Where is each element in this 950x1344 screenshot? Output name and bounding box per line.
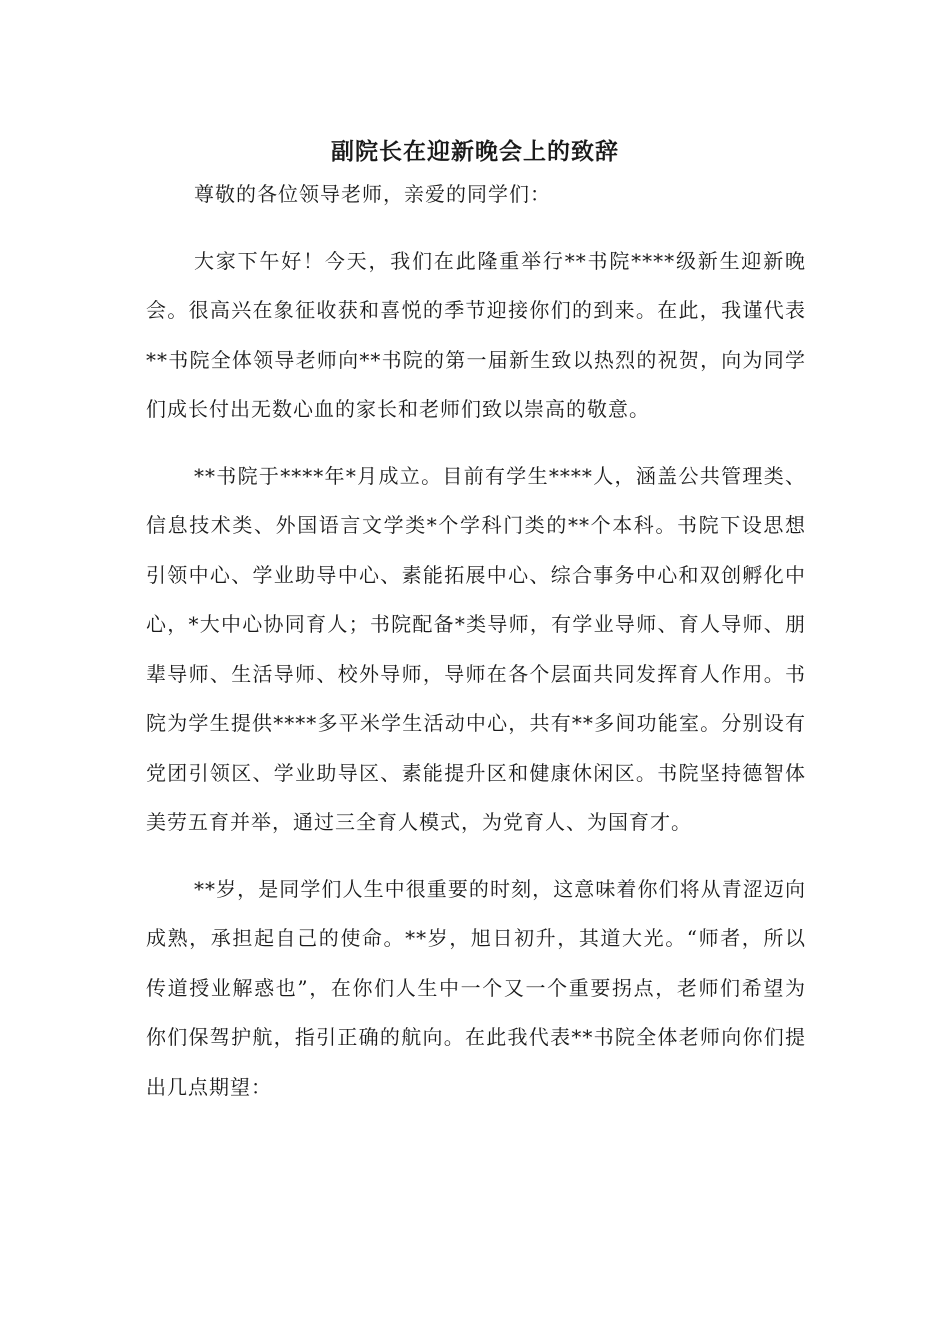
paragraph-college-intro: **书院于****年*月成立。目前有学生****人，涵盖公共管理类、信息技术类、外国语言文学类*个学科门类的**个本科。书院下设思想引领中心、学业助导中心、素能拓展中心、综合事务中心和双创孵化中心，*大中心协同育人；书院配备*类导师，有学业导师、育人导师、朋辈导师、生活导师、校外导师，导师在各个层面共同发挥育人作用。书院为学生提供****多平米学生活动中心，共有**多间功能室。分别设有党团引领区、学业助导区、素能提升区和健康休闲区。书院坚持德智体美劳五育并举，通过三全育人模式，为党育人、为国育才。 — [146, 463, 806, 834]
paragraph-expectations: **岁，是同学们人生中很重要的时刻，这意味着你们将从青涩迈向成熟，承担起自己的使命。**岁，旭日初升，其道大光。“师者，所以传道授业解惑也”，在你们人生中一个又一个重要拐点，老师们希望为你们保驾护航，指引正确的航向。在此我代表**书院全体老师向你们提出几点期望： — [146, 876, 806, 1099]
document-body — [146, 170, 806, 1112]
paragraph-greeting: 大家下午好！今天，我们在此隆重举行**书院****级新生迎新晚会。很高兴在象征收获和喜悦的季节迎接你们的到来。在此，我谨代表**书院全体领导老师向**书院的第一届新生致以热烈的祝贺，向为同学们成长付出无数心血的家长和老师们致以崇高的敬意。 — [146, 248, 806, 421]
salutation: 尊敬的各位领导老师，亲爱的同学们： — [194, 182, 551, 206]
document-title: 副院长在迎新晚会上的致辞 — [331, 138, 619, 165]
